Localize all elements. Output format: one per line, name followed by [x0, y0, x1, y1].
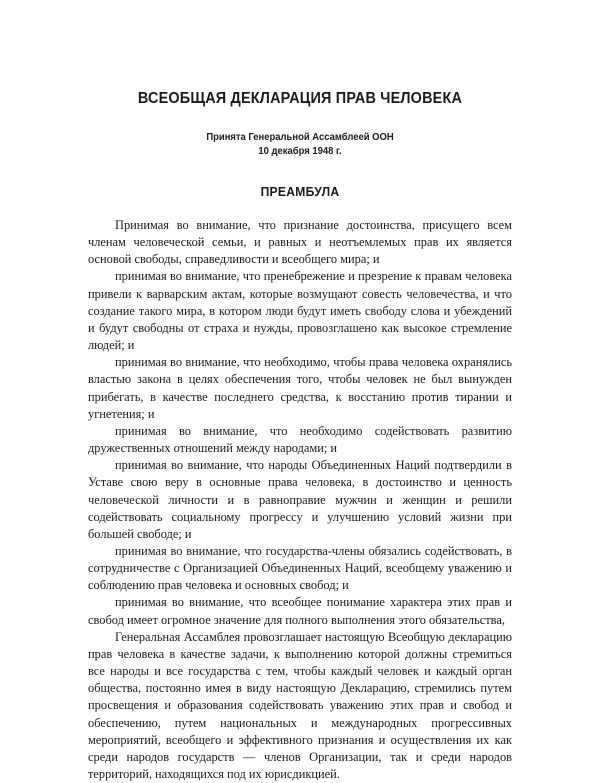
page-title: ВСЕОБЩАЯ ДЕКЛАРАЦИЯ ПРАВ ЧЕЛОВЕКА — [137, 90, 463, 107]
paragraph: Принимая во внимание, что признание достоинства, присущего всем членам человеческой семьи, и равных и неотъемлемых прав их является основой свободы, справедливости и всеобщего мира; и — [88, 218, 512, 267]
adoption-note-line-1: Принята Генеральной Ассамблеей ООН — [206, 131, 394, 143]
paragraph: принимая во внимание, что пренебрежение и презрение к правам человека привели к варварским актам, которые возмущают совесть человечества, и что создание такого мира, в котором люди будут иметь свободу слова и убеждений и будут свободны от страха и нужды, провозглашено как высокое стремление людей; и — [88, 269, 512, 353]
adoption-note — [109, 130, 491, 158]
paragraph: принимая во внимание, что всеобщее понимание характера этих прав и свобод имеет огромное значение для полного выполнения этого обязательства, — [88, 595, 512, 627]
document-page — [88, 90, 512, 783]
paragraph: Генеральная Ассамблея провозглашает настоящую Всеобщую декларацию прав человека в качестве задачи, к выполнению которой должны стремиться все народы и все государства с тем, чтобы каждый человек и каждый орган общества, постоянно имея в виду настоящую Декларацию, стремились путем просвещения и образования содействовать уважению этих прав и свобод и обеспечению, путем национальных и международных прогрессивных мероприятий, всеобщего и эффективного признания и осуществления их как среди народов государств — членов Организации, так и среди народов территорий, находящихся под их юрисдикцией. — [88, 629, 512, 781]
paragraph: принимая во внимание, что народы Объединенных Наций подтвердили в Уставе свою веру в основные права человека, в достоинство и ценность человеческой личности и в равноправие мужчин и женщин и решили содействовать социальному прогрессу и улучшению условий жизни при большей свободе; и — [88, 458, 512, 541]
paragraph: принимая во внимание, что необходимо содействовать развитию дружественных отношений между народами; и — [88, 423, 512, 456]
paragraph: принимая во внимание, что государства-члены обязались содействовать, в сотрудничестве с Организацией Объединенных Наций, всеобщему уважению и соблюдению прав человека и основных свобод; и — [88, 543, 512, 593]
preamble-text — [88, 217, 512, 783]
section-title: ПРЕАМБУЛА — [260, 184, 340, 199]
adoption-date: 10 декабря 1948 г. — [258, 145, 342, 157]
paragraph: принимая во внимание, что необходимо, чтобы права человека охранялись властью закона в целях обеспечения того, чтобы человек не был вынужден прибегать, в качестве последнего средства, к восстанию против тирании и угнетения; и — [88, 355, 512, 421]
